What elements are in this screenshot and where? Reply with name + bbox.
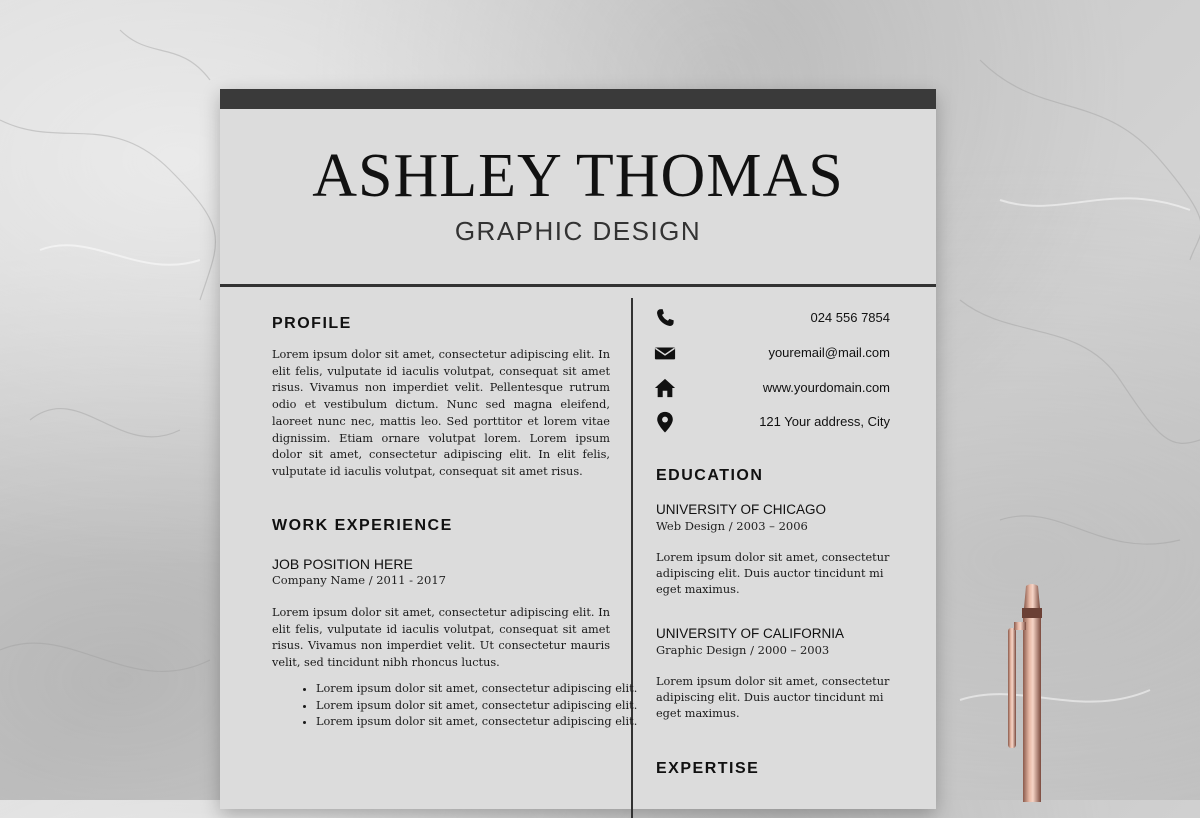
mail-icon: [654, 342, 676, 364]
education-heading: EDUCATION: [656, 467, 764, 484]
work-experience-heading: WORK EXPERIENCE: [272, 517, 453, 534]
job-title: JOB POSITION HERE: [272, 556, 413, 572]
contact-email: [654, 342, 890, 366]
expertise-heading: EXPERTISE: [656, 760, 760, 777]
email-text: youremail@mail.com: [768, 345, 890, 360]
top-accent-bar: [220, 89, 936, 109]
column-divider: [631, 298, 633, 818]
education-detail: Graphic Design / 2000 – 2003: [656, 643, 830, 657]
header-divider: [220, 284, 936, 287]
profile-heading: PROFILE: [272, 315, 352, 332]
job-description: Lorem ipsum dolor sit amet, consectetur adipiscing elit. In elit felis, vulputate id iaculis volutpat, consequat sit amet risus. Vivamus non imperdiet velit. Ut consectetur mauris velit, sed tincidunt nibh rhoncus luctus.: [272, 606, 610, 670]
contact-website: [654, 377, 890, 401]
education-school: UNIVERSITY OF CHICAGO: [656, 502, 827, 517]
phone-icon: [654, 307, 676, 329]
home-icon: [654, 377, 676, 399]
candidate-role: GRAPHIC DESIGN: [454, 216, 702, 246]
profile-text: Lorem ipsum dolor sit amet, consectetur adipiscing elit. In elit felis, vulputate id iaculis volutpat, consequat sit amet risus. Vivamus non imperdiet velit. Pellentesque rutrum odio et vestibulum dictum. Nunc sed magna eleifend, laoreet nunc nec, mattis leo. Sed porttitor et lorem vitae dignissim. Etiam ornare volutpat lorem. Lorem ipsum dolor sit amet, consectetur adipiscing elit. In elit felis, vulputate id iaculis volutpat, consequat sit amet risus.: [272, 348, 610, 478]
education-detail: Web Design / 2003 – 2006: [656, 519, 808, 533]
contact-address: [654, 411, 890, 435]
list-item: • Lorem ipsum dolor sit amet, consectetur adipiscing elit.: [316, 698, 656, 715]
resume-page: [220, 89, 936, 809]
list-item: • Lorem ipsum dolor sit amet, consectetur adipiscing elit.: [316, 714, 656, 731]
candidate-name: ASHLEY THOMAS: [312, 142, 844, 210]
phone-text: 024 556 7854: [810, 310, 890, 325]
job-bullet-list: [272, 681, 656, 731]
education-text: Lorem ipsum dolor sit amet, consectetur adipiscing elit. Duis auctor tincidunt mi eget maximus.: [656, 551, 890, 596]
website-text: www.yourdomain.com: [762, 380, 890, 395]
address-text: 121 Your address, City: [759, 414, 890, 429]
pen-image: [1002, 582, 1062, 802]
education-school: UNIVERSITY OF CALIFORNIA: [656, 626, 845, 641]
contact-phone: [654, 307, 890, 331]
job-company: Company Name / 2011 - 2017: [272, 573, 446, 587]
education-text: Lorem ipsum dolor sit amet, consectetur adipiscing elit. Duis auctor tincidunt mi eget maximus.: [656, 675, 890, 720]
location-pin-icon: [654, 411, 676, 433]
list-item: • Lorem ipsum dolor sit amet, consectetur adipiscing elit.: [316, 681, 656, 698]
